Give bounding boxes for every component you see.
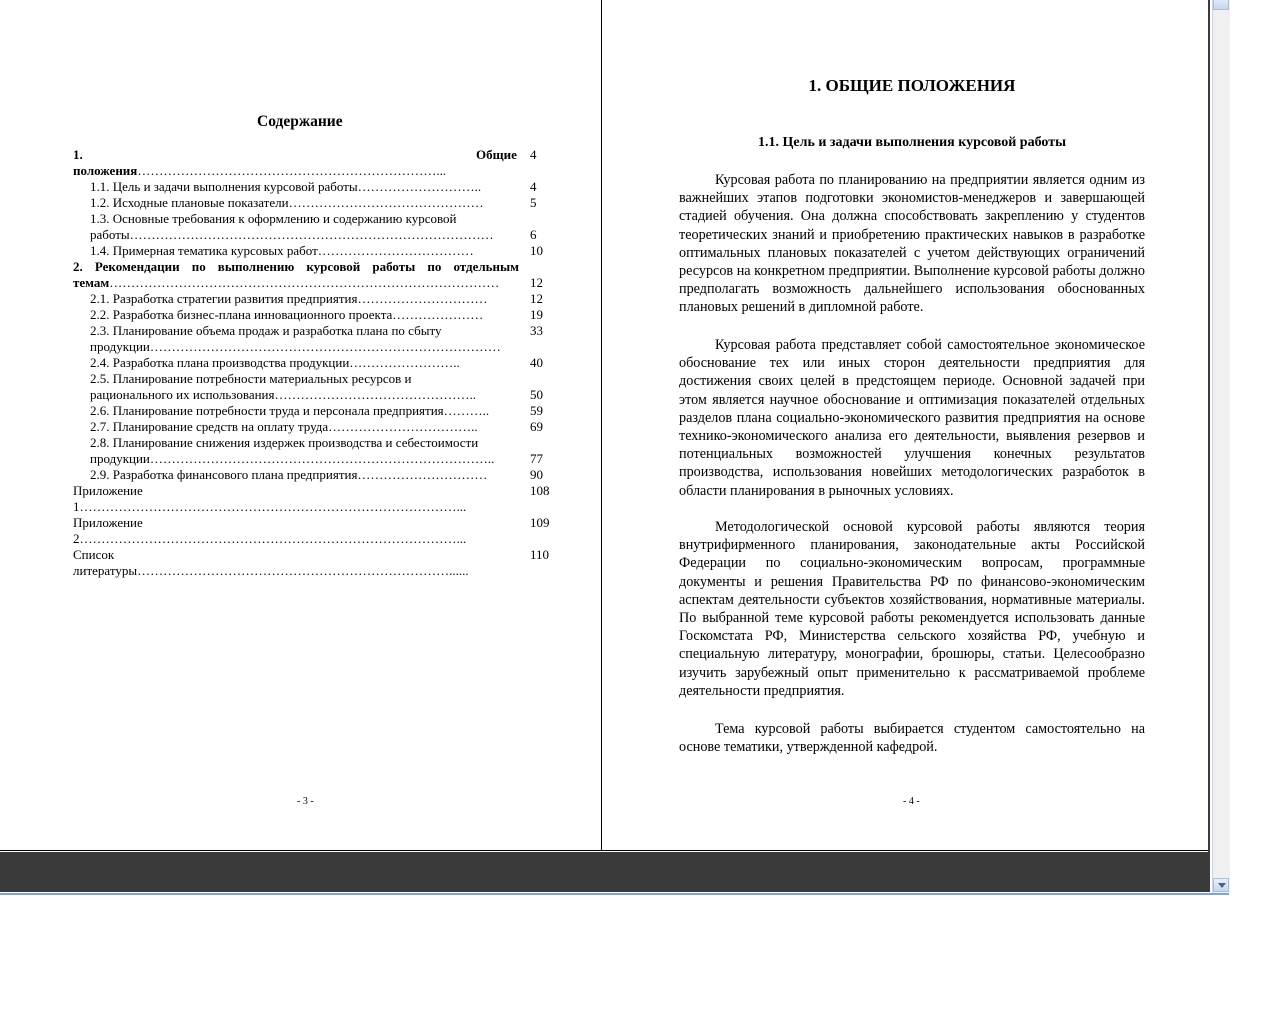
toc-page-number: 19 bbox=[530, 307, 543, 322]
workspace-background bbox=[1208, 0, 1210, 852]
toc-page-number: 33 bbox=[530, 323, 543, 338]
toc-title: Содержание bbox=[257, 113, 343, 130]
toc-entry[interactable]: 2.8. Планирование снижения издержек производства и себестоимости bbox=[90, 435, 479, 450]
toc-entry[interactable]: работы………………………………………………………………………… bbox=[90, 227, 494, 242]
toc-entry[interactable]: 1. bbox=[73, 147, 83, 162]
toc-page-number: 90 bbox=[530, 467, 543, 482]
toc-entry[interactable]: 2.7. Планирование средств на оплату труда…………………………….. bbox=[90, 419, 478, 434]
toc-page-number: 4 bbox=[530, 179, 537, 194]
toc-entry[interactable]: 2.5. Планирование потребности материальных ресурсов и bbox=[90, 371, 412, 386]
workspace-background bbox=[0, 852, 1210, 892]
toc-entry[interactable]: Общие bbox=[476, 147, 517, 162]
toc-entry[interactable]: продукции……………………………………………………………………… bbox=[90, 339, 501, 354]
body-paragraph: Тема курсовой работы выбирается студентом самостоятельно на основе тематики, утвержденной кафедрой. bbox=[679, 721, 1145, 756]
toc-page-number: 5 bbox=[530, 195, 537, 210]
toc-entry[interactable]: Список bbox=[73, 547, 115, 562]
toc-page-number: 6 bbox=[530, 227, 537, 242]
scroll-down-button[interactable] bbox=[1213, 878, 1229, 892]
toc-entry[interactable]: 1.2. Исходные плановые показатели……………………………………… bbox=[90, 195, 484, 210]
toc-entry[interactable]: продукции…………………………………………………………………….. bbox=[90, 451, 495, 466]
section-heading: 1. ОБЩИЕ ПОЛОЖЕНИЯ bbox=[808, 76, 1016, 95]
toc-page-number: 10 bbox=[530, 243, 543, 258]
body-paragraph: Курсовая работа представляет собой самостоятельное экономическое обоснование тех или иных сторон деятельности предприятия для достижения своих целей в предстоящем периоде. Основной задачей при этом является научное обоснование и оптимизация показателей отдельных разделов плана социально-экономического развития предприятия на основе технико-экономического анализа его деятельности, выявления резервов и потенциальных возможностей улучшения конечных результатов производства, использования новейших методологических разработок в области планирования в рыночных условиях. bbox=[679, 337, 1145, 499]
page-number: - 4 - bbox=[903, 796, 920, 807]
page-edge bbox=[0, 850, 1208, 851]
subsection-heading: 1.1. Цель и задачи выполнения курсовой работы bbox=[757, 135, 1067, 150]
toc-page-number: 59 bbox=[530, 403, 543, 418]
toc-entry[interactable]: 2.6. Планирование потребности труда и персонала предприятия……….. bbox=[90, 403, 490, 418]
toc-entry[interactable]: 2.1. Разработка стратегии развития предприятия………………………… bbox=[90, 291, 488, 306]
toc-entry[interactable]: 2.9. Разработка финансового плана предприятия………………………… bbox=[90, 467, 488, 482]
toc-entry[interactable]: темам……………………………………………………………………………… bbox=[73, 275, 500, 290]
vertical-scrollbar[interactable] bbox=[1212, 0, 1230, 893]
toc-entry[interactable]: 1.1. Цель и задачи выполнения курсовой работы……………………….. bbox=[90, 179, 482, 194]
toc-page-number: 108 bbox=[530, 483, 550, 498]
toc-page-number: 109 bbox=[530, 515, 550, 530]
toc-page-number: 77 bbox=[530, 451, 543, 466]
window-border bbox=[0, 893, 1229, 895]
toc-entry[interactable]: 2.2. Разработка бизнес-плана инновационного проекта………………… bbox=[90, 307, 484, 322]
toc-entry[interactable]: рационального их использования……………………………………….. bbox=[90, 387, 476, 402]
toc-page-number: 4 bbox=[530, 147, 537, 162]
toc-entry[interactable]: 1.4. Примерная тематика курсовых работ……………………………… bbox=[90, 243, 474, 258]
toc-entry[interactable]: 2.3. Планирование объема продаж и разработка плана по сбыту bbox=[90, 323, 442, 338]
body-paragraph: Методологической основой курсовой работы являются теория внутрифирменного планирования, законодательные акты Российской Федерации по социально-экономическим вопросам, программные документы и решения Правительства РФ по финансово-экономическим аспектам деятельности субъектов хозяйствования, нормативные материалы. По выбранной теме курсовой работы рекомендуется использовать данные Госкомстата РФ, Министерства сельского хозяйства РФ, учебную и специальную литературу, монографии, брошюры, статьи. Целесообразно изучить зарубежный опыт применительно к рассматриваемой проблеме деятельности предприятия. bbox=[679, 519, 1145, 699]
toc-page-number: 50 bbox=[530, 387, 543, 402]
body-paragraph: Курсовая работа по планированию на предприятии является одним из важнейших этапов подготовки экономистов-менеджеров и завершающей стадией обучения. Она должна способствовать закреплению у студентов теоретических знаний и приобретению практических навыков в разработке оптимальных плановых показателей с учетом действующих ограничений ресурсов на конкретном предприятии. Выполнение курсовой работы должно предполагать возможность дальнейшего использования обоснованных плановых решений в дипломной работе. bbox=[679, 172, 1145, 316]
page-number: - 3 - bbox=[297, 796, 314, 807]
toc-entry[interactable]: 1.3. Основные требования к оформлению и содержанию курсовой bbox=[90, 211, 457, 226]
scroll-up-button[interactable] bbox=[1213, 0, 1229, 10]
toc-page-number: 12 bbox=[530, 275, 543, 290]
toc-page-number: 40 bbox=[530, 355, 543, 370]
toc-entry[interactable]: 2. Рекомендации по выполнению курсовой работы по отдельным bbox=[73, 259, 519, 274]
toc-page-number: 12 bbox=[530, 291, 543, 306]
toc-entry[interactable]: Приложение bbox=[73, 483, 143, 498]
toc-entry[interactable]: 2.4. Разработка плана производства продукции…………………….. bbox=[90, 355, 460, 370]
toc-entry[interactable]: положения……………………………………………………………... bbox=[73, 163, 447, 178]
toc-entry[interactable]: Приложение bbox=[73, 515, 143, 530]
toc-entry[interactable]: 1……………………………………………………………………………... bbox=[73, 499, 467, 514]
toc-entry[interactable]: 2……………………………………………………………………………... bbox=[73, 531, 467, 546]
toc-entry[interactable]: литературы………………………………………………………………...... bbox=[73, 563, 469, 578]
toc-page-number: 69 bbox=[530, 419, 543, 434]
toc-page-number: 110 bbox=[530, 547, 550, 562]
